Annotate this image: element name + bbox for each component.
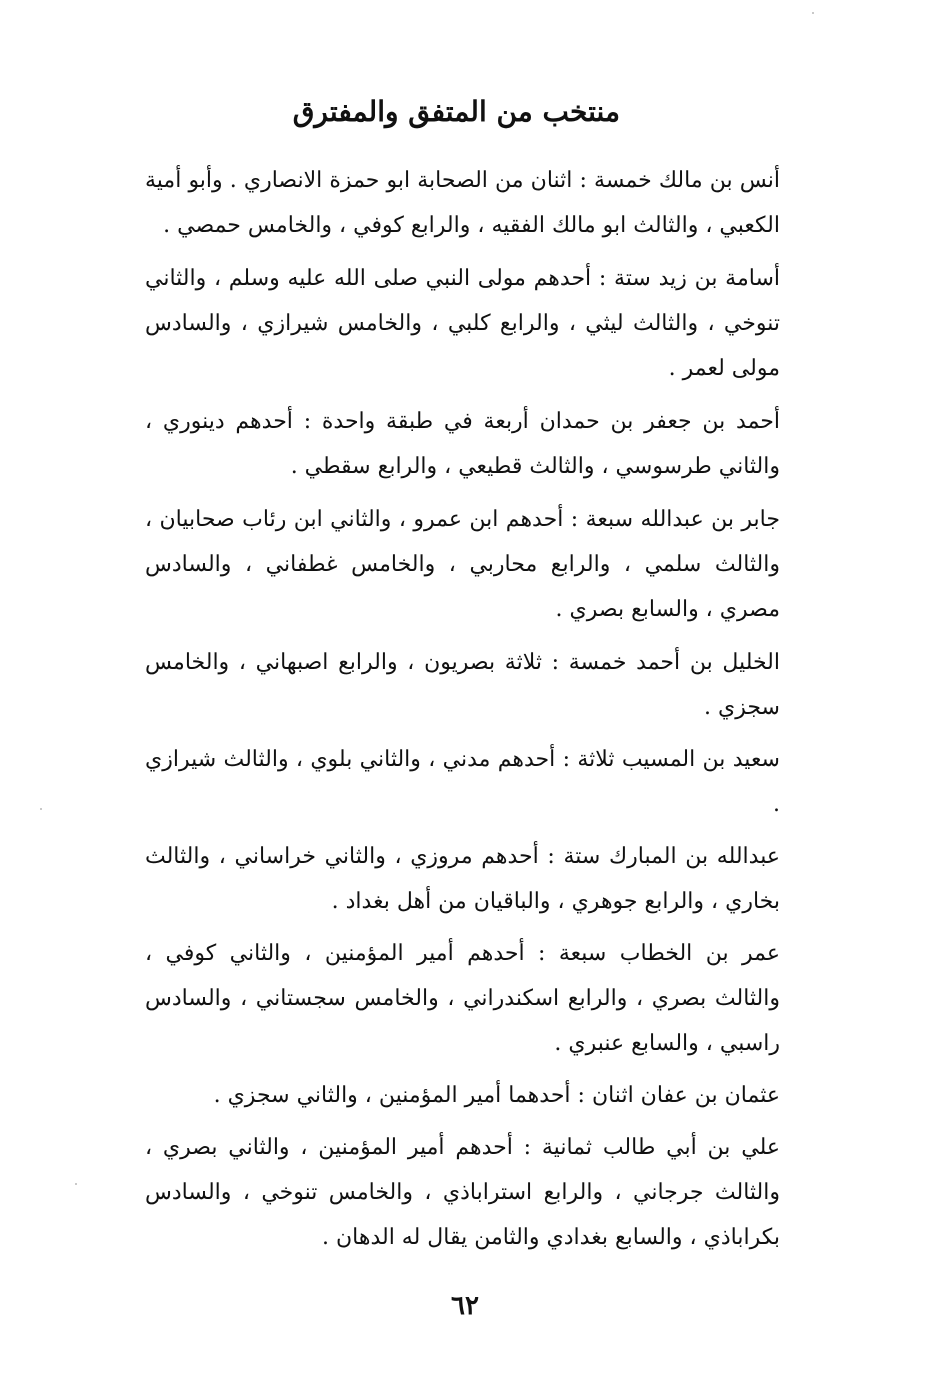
entry-jabir-ibn-abdallah: جابر بن عبدالله سبعة : أحدهم ابن عمرو ، والثاني ابن رئاب صحابيان ، والثالث سلمي ، والرابع محاربي ، والخامس غطفاني ، والسادس مصري ، والسابع بصري .: [145, 507, 780, 622]
entry-anas-ibn-malik: أنس بن مالك خمسة : اثنان من الصحابة ابو حمزة الانصاري . وأبو أمية الكعبي ، والثالث ابو مالك الفقيه ، والرابع كوفي ، والخامس حمصي .: [145, 168, 780, 238]
entry-ali-ibn-abi-talib: علي بن أبي طالب ثمانية : أحدهم أمير المؤمنين ، والثاني بصري ، والثالث جرجاني ، والرابع استراباذي ، والخامس تنوخي ، والسادس بكراباذي ، والسابع بغدادي والثامن يقال له الدهان .: [145, 1135, 780, 1250]
scan-speck: [75, 1183, 77, 1185]
scan-speck: [812, 12, 814, 14]
entry-al-khalil-ibn-ahmad: الخليل بن أحمد خمسة : ثلاثة بصريون ، والرابع اصبهاني ، والخامس سجزي .: [145, 650, 780, 720]
entry-uthman-ibn-affan: عثمان بن عفان اثنان : أحدهما أمير المؤمنين ، والثاني سجزي .: [213, 1083, 780, 1108]
entry-usama-ibn-zayd: أسامة بن زيد ستة : أحدهم مولى النبي صلى الله عليه وسلم ، والثاني تنوخي ، والثالث ليثي ، والرابع كلبي ، والخامس شيرازي ، والسادس مولى لعمر .: [145, 266, 780, 381]
page-number: ٦٢: [451, 1291, 479, 1321]
entry-ahmad-ibn-jafar: أحمد بن جعفر بن حمدان أربعة في طبقة واحدة : أحدهم دينوري ، والثاني طرسوسي ، والثالث قطيعي ، والرابع سقطي .: [145, 409, 780, 479]
entry-said-ibn-al-musayyib: سعيد بن المسيب ثلاثة : أحدهم مدني ، والثاني بلوي ، والثالث شيرازي .: [145, 747, 780, 817]
entry-list: [145, 158, 780, 1268]
page-title: منتخب من المتفق والمفترق: [292, 95, 620, 128]
entry-abdallah-ibn-al-mubarak: عبدالله بن المبارك ستة : أحدهم مروزي ، والثاني خراساني ، والثالث بخاري ، والرابع جوهري ، والباقيان من أهل بغداد .: [145, 844, 780, 914]
entry-umar-ibn-al-khattab: عمر بن الخطاب سبعة : أحدهم أمير المؤمنين ، والثاني كوفي ، والثالث بصري ، والرابع اسكندراني ، والخامس سجستاني ، والسادس راسبي ، والسابع عنبري .: [145, 941, 780, 1056]
scan-speck: [40, 808, 42, 810]
